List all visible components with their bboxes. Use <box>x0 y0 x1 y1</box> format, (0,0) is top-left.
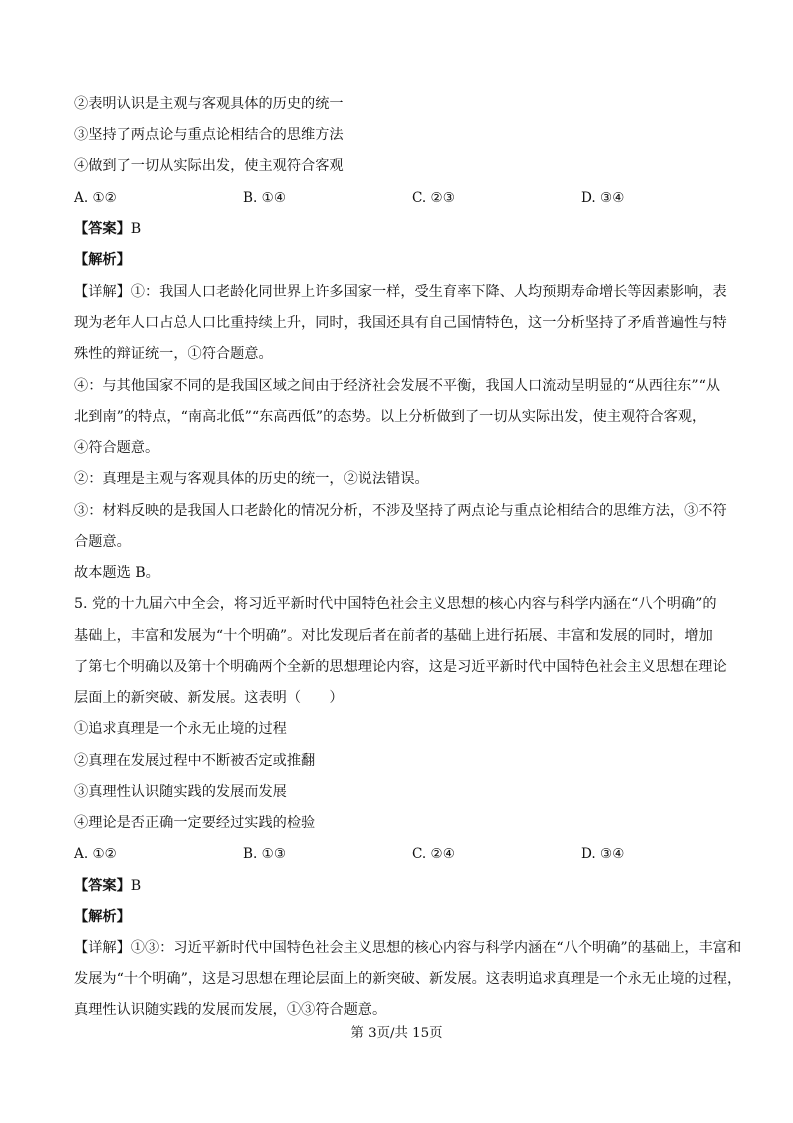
q5-stem-line: 基础上，丰富和发展为“十个明确”。对比发现后者在前者的基础上进行拓展、丰富和发展的同时，增加 <box>74 628 713 644</box>
q5-analysis-label: 【解析】 <box>74 909 131 925</box>
page-footer: 第 3页/共 15页 <box>350 1026 443 1041</box>
q4-choice-b: B. ①④ <box>243 190 287 206</box>
q5-option-1: ①追求真理是一个永无止境的过程 <box>74 721 287 737</box>
q4-choice-a: A. ①② <box>74 190 117 206</box>
q4-choice-d: D. ③④ <box>581 190 625 206</box>
q4-detail-line: 殊性的辩证统一，①符合题意。 <box>74 346 273 362</box>
q5-choice-d: D. ③④ <box>581 846 625 862</box>
answer-label: 【答案】 <box>74 878 131 894</box>
q5-option-2: ②真理在发展过程中不断被否定或推翻 <box>74 753 316 769</box>
q5-option-4: ④理论是否正确一定要经过实践的检验 <box>74 815 316 831</box>
q5-choice-b: B. ①③ <box>243 846 287 862</box>
q4-detail-line: ③：材料反映的是我国人口老龄化的情况分析，不涉及坚持了两点论与重点论相结合的思维方法，③不符 <box>74 503 727 519</box>
q5-detail-line: 真理性认识随实践的发展而发展，①③符合题意。 <box>74 1002 387 1018</box>
q4-detail-line: 合题意。 <box>74 534 131 550</box>
q5-detail-line: 【详解】①③：习近平新时代中国特色社会主义思想的核心内容与科学内涵在“八个明确”的基础上，丰富和 <box>74 940 742 956</box>
q5-answer <box>74 876 141 896</box>
q5-choice-c: C. ②④ <box>412 846 455 862</box>
q4-detail-line: ④：与其他国家不同的是我国区域之间由于经济社会发展不平衡，我国人口流动呈明显的“从西往东”“从 <box>74 378 721 394</box>
q4-detail-line: 【详解】①：我国人口老龄化同世界上许多国家一样，受生育率下降、人均预期寿命增长等因素影响，表 <box>74 284 727 300</box>
q5-option-3: ③真理性认识随实践的发展而发展 <box>74 784 287 800</box>
q4-answer <box>74 219 141 239</box>
q4-analysis-label: 【解析】 <box>74 252 131 268</box>
q5-choice-a: A. ①② <box>74 846 117 862</box>
q4-option-2: ②表明认识是主观与客观具体的历史的统一 <box>74 96 344 112</box>
q4-option-4: ④做到了一切从实际出发，使主观符合客观 <box>74 158 344 174</box>
q4-choice-c: C. ②③ <box>412 190 455 206</box>
q5-detail-line: 发展为“十个明确”，这是习思想在理论层面上的新突破、新发展。这表明追求真理是一个永无止境的过程， <box>74 971 742 987</box>
answer-label: 【答案】 <box>74 221 131 237</box>
answer-value: B <box>130 878 142 894</box>
q4-option-3: ③坚持了两点论与重点论相结合的思维方法 <box>74 127 344 143</box>
q5-stem-line: 5. 党的十九届六中全会，将习近平新时代中国特色社会主义思想的核心内容与科学内涵在“八个明确”的 <box>74 596 717 612</box>
q4-detail-line: ②：真理是主观与客观具体的历史的统一，②说法错误。 <box>74 471 429 487</box>
q5-stem-line: 层面上的新突破、新发展。这表明（ ） <box>74 690 344 706</box>
q4-conclusion: 故本题选 B。 <box>74 565 160 581</box>
q4-detail-line: 北到南”的特点，“南高北低”“东高西低”的态势。以上分析做到了一切从实际出发，使主观符合客观， <box>74 409 707 425</box>
q4-detail-line: 现为老年人口占总人口比重持续上升，同时，我国还具有自己国情特色，这一分析坚持了矛盾普遍性与特 <box>74 315 727 331</box>
q4-detail-line: ④符合题意。 <box>74 440 160 456</box>
answer-value: B <box>130 221 142 237</box>
q5-stem-line: 了第七个明确以及第十个明确两个全新的思想理论内容，这是习近平新时代中国特色社会主义思想在理论 <box>74 659 727 675</box>
